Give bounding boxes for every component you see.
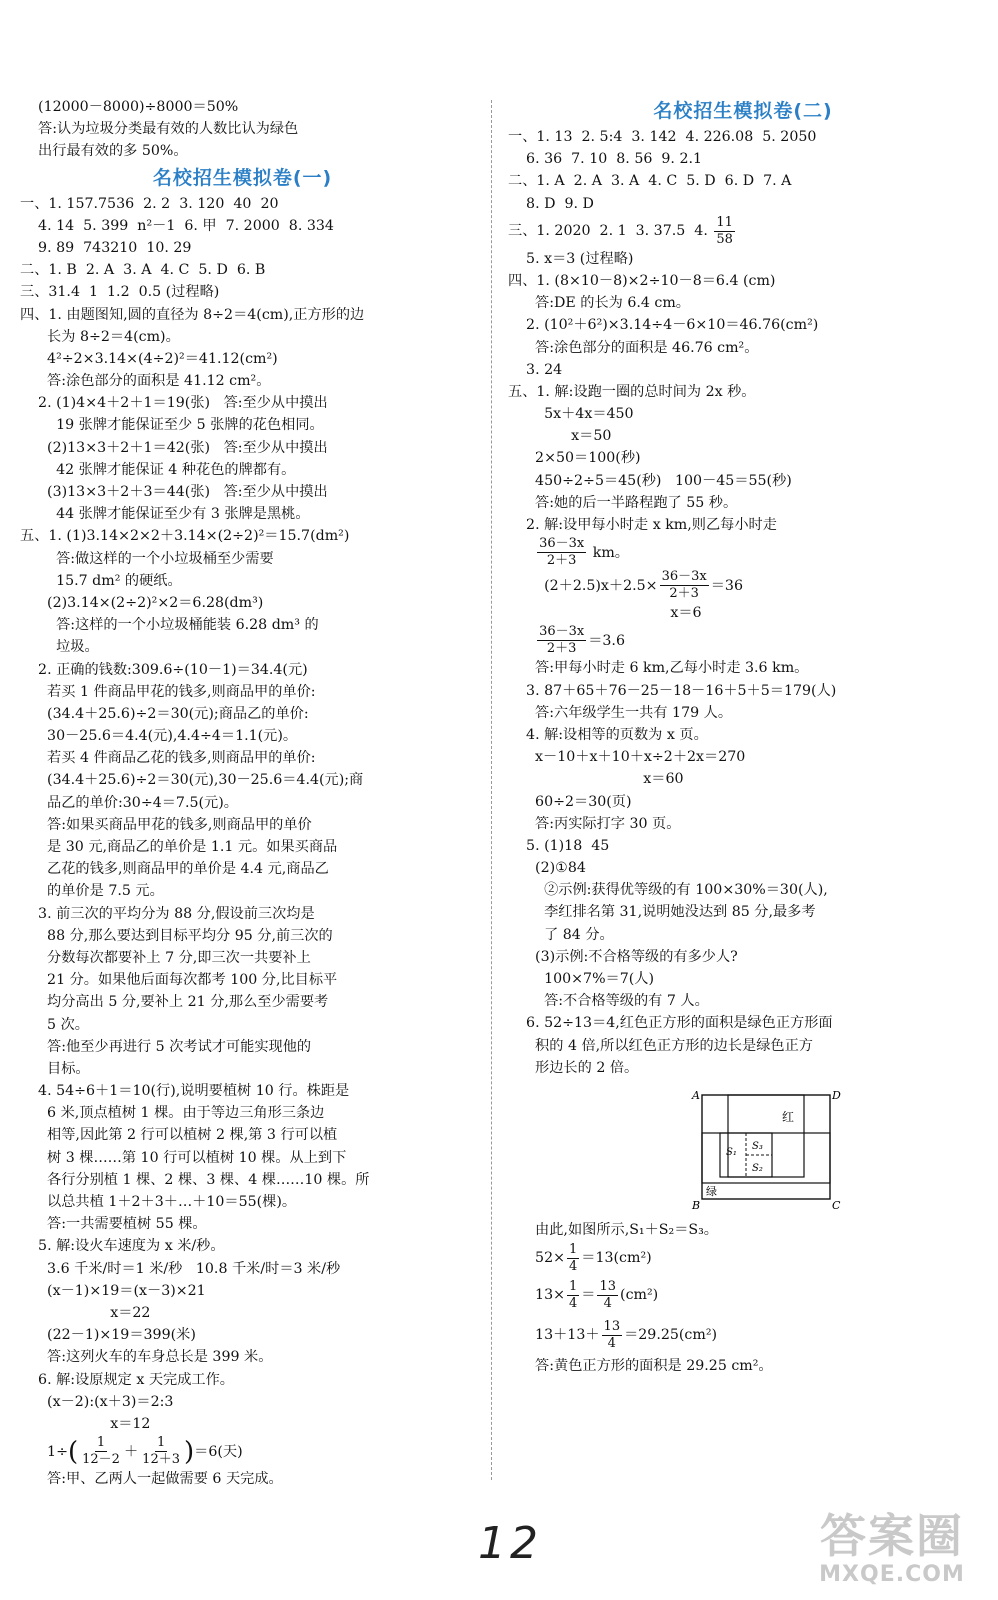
answer-line: 6. 52÷13＝4,红色正方形的面积是绿色正方形面	[508, 1015, 833, 1032]
answer-line: x＝50	[508, 428, 612, 445]
answer-line: 4. 解:设相等的页数为 x 页。	[508, 726, 708, 743]
answer-line: 答:丙实际打字 30 页。	[508, 815, 681, 832]
equation-line: (2＋2.5)x＋2.5× $\frac{36-3x}{2+3}$ ＝36	[508, 569, 743, 602]
answer-line: 100×7%＝7(人)	[508, 971, 655, 987]
page-number: 12	[478, 1518, 542, 1569]
answer-line: 四、1. 由题图知,圆的直径为 8÷2＝4(cm),正方形的边	[20, 306, 365, 323]
right-column	[508, 96, 978, 1377]
label-s1: S₁	[726, 1146, 737, 1158]
answer-line: 答:认为垃圾分类最有效的人数比认为绿色	[20, 121, 299, 138]
answer-line: 三、31.4 1 1.2 0.5 (过程略)	[20, 284, 220, 301]
answer-line: (12000－8000)÷8000＝50%	[20, 99, 239, 115]
answer-line: 答:她的后一半路程跑了 55 秒。	[508, 494, 738, 511]
answer-line: 答:这列火车的车身总长是 399 米。	[20, 1349, 273, 1366]
answer-line: x－10＋x＋10＋x÷2＋2x＝270	[508, 749, 746, 766]
answer-line: 3. 87＋65＋76－25－18－16＋5＋5＝179(人)	[508, 682, 837, 699]
answer-line: 五、1. 解:设跑一圈的总时间为 2x 秒。	[508, 383, 756, 400]
answer-line: 分数每次都要补上 7 分,即三次一共要补上	[20, 949, 311, 966]
answer-line: 8. D 9. D	[508, 195, 594, 212]
label-green: 绿	[706, 1184, 717, 1198]
answer-line: ②示例:获得优等级的有 100×30%＝30(人),	[508, 882, 828, 899]
answer-line: x＝60	[508, 771, 684, 788]
answer-line: 答:他至少再进行 5 次考试才可能实现他的	[20, 1038, 312, 1055]
answer-line: 二、1. A 2. A 3. A 4. C 5. D 6. D 7. A	[508, 173, 792, 190]
answer-line: 2. (1)4×4＋2＋1＝19(张) 答:至少从中摸出	[20, 395, 328, 412]
answer-line: 5. x＝3 (过程略)	[508, 250, 634, 267]
answer-line: (x－2):(x＋3)＝2:3	[20, 1393, 174, 1410]
label-s2: S₂	[752, 1162, 763, 1174]
answer-line: 3.6 千米/时＝1 米/秒 10.8 千米/时＝3 米/秒	[20, 1260, 341, 1277]
equation-line: 13× $\frac{1}{4}$ ＝ $\frac{13}{4}$ (cm²)	[508, 1278, 659, 1311]
answer-line: 答:不合格等级的有 7 人。	[508, 993, 709, 1010]
answer-line: (3)13×3＋2＋3＝44(张) 答:至少从中摸出	[20, 484, 328, 500]
mock-exam-1-title: 名校招生模拟卷(一)	[152, 166, 333, 189]
answer-line: 19 张牌才能保证至少 5 张牌的花色相同。	[20, 417, 324, 434]
answer-line: 2. (10²＋6²)×3.14÷4－6×10＝46.76(cm²)	[508, 317, 819, 334]
square-diagram	[690, 1085, 850, 1213]
answer-line: 450÷2÷5＝45(秒) 100－45＝55(秒)	[508, 472, 792, 489]
answer-line: 5. 解:设火车速度为 x 米/秒。	[20, 1238, 225, 1255]
equation-line: $\frac{36-3x}{2+3}$ ＝3.6	[539, 624, 625, 657]
fraction: $\frac{1}{4}$	[569, 1241, 578, 1274]
right-answer-lines-3	[508, 657, 978, 1079]
answer-line: 2×50＝100(秒)	[508, 450, 641, 467]
answer-line: 各行分别植 1 棵、2 棵、3 棵、4 棵……10 棵。所	[20, 1171, 370, 1188]
answer-line: 答:如果买商品甲花的钱多,则商品甲的单价	[20, 816, 312, 833]
answer-line: 5x＋4x＝450	[508, 406, 634, 423]
answer-line: 均分高出 5 分,要补上 21 分,那么至少需要考	[20, 994, 329, 1011]
answer-line: 的单价是 7.5 元。	[20, 883, 164, 900]
answer-line: 42 张牌才能保证 4 种花色的牌都有。	[20, 461, 296, 478]
answer-line: (2)13×3＋2＋1＝42(张) 答:至少从中摸出	[20, 439, 328, 456]
answer-line: 形边长的 2 倍。	[508, 1059, 639, 1076]
answer-line: 出行最有效的多 50%。	[20, 143, 188, 160]
right-answer-lines	[508, 126, 978, 215]
fraction: $\frac{1}{12+3}$	[142, 1435, 180, 1468]
answer-line: 4. 14 5. 399 n²－1 6. 甲 7. 2000 8. 334	[20, 217, 334, 234]
answer-line: (34.4＋25.6)÷2＝30(元),30－25.6＝4.4(元);商	[20, 772, 364, 789]
fraction: $\frac{1}{12-2}$	[82, 1435, 120, 1468]
answer-line: 15.7 dm² 的硬纸。	[20, 572, 182, 589]
answer-line: 30－25.6＝4.4(元),4.4÷4＝1.1(元)。	[20, 728, 298, 745]
label-d: D	[832, 1088, 841, 1102]
answer-line: (2)①84	[508, 860, 586, 877]
answer-line: 答:这样的一个小垃圾桶能装 6.28 dm³ 的	[20, 617, 319, 634]
answer-line: 5 次。	[20, 1016, 89, 1033]
answer-line: (22－1)×19＝399(米)	[20, 1327, 196, 1344]
conclusion-line: 由此,如图所示,S₁＋S₂＝S₃。	[508, 1221, 718, 1238]
answer-line: 88 分,那么要达到目标平均分 95 分,前三次的	[20, 927, 333, 944]
answer-line: (34.4＋25.6)÷2＝30(元);商品乙的单价:	[20, 705, 309, 722]
answer-line: 垃圾。	[20, 639, 99, 656]
column-divider	[491, 100, 492, 1480]
answer-line: x＝12	[20, 1415, 151, 1432]
answer-line: 答:一共需要植树 55 棵。	[20, 1216, 207, 1233]
red-square	[728, 1095, 804, 1177]
answer-line: 答:涂色部分的面积是 41.12 cm²。	[20, 373, 271, 390]
fraction: $\frac{36-3x}{2+3}$	[539, 624, 585, 657]
fraction: $\frac{13}{4}$	[599, 1278, 617, 1311]
answer-line: 答:做这样的一个小垃圾桶至少需要	[20, 550, 274, 567]
right-answer-lines-2	[508, 248, 978, 536]
answer-line: 品乙的单价:30÷4＝7.5(元)。	[20, 794, 238, 811]
label-s3: S₃	[752, 1140, 763, 1152]
green-band	[702, 1133, 830, 1183]
fraction: $\frac{13}{4}$	[603, 1318, 621, 1351]
answer-line: 一、1. 157.7536 2. 2 3. 120 40 20	[20, 195, 279, 212]
left-answer-lines	[20, 193, 465, 1436]
answer-line: 答:甲、乙两人一起做需要 6 天完成。	[20, 1471, 283, 1488]
answer-line: 相等,因此第 2 行可以植树 2 棵,第 3 行可以植	[20, 1127, 338, 1144]
label-c: C	[832, 1198, 841, 1212]
equation-line: 13＋13＋ $\frac{13}{4}$ ＝29.25(cm²)	[508, 1318, 718, 1351]
answer-line: 是 30 元,商品乙的单价是 1.1 元。如果买商品	[20, 839, 338, 855]
answer-line: 21 分。如果他后面每次都考 100 分,比目标平	[20, 972, 338, 989]
answer-line: 长为 8÷2＝4(cm)。	[20, 328, 180, 345]
equation-line: $\frac{36-3x}{2+3}$ km。	[539, 536, 629, 569]
answer-line: 一、1. 13 2. 5:4 3. 142 4. 226.08 5. 2050	[508, 129, 817, 145]
answer-line: 若买 4 件商品乙花的钱多,则商品甲的单价:	[20, 750, 316, 767]
answer-line: (x－1)×19＝(x－3)×21	[20, 1282, 206, 1299]
equation-line: 52× $\frac{1}{4}$ ＝13(cm²)	[508, 1241, 652, 1274]
answer-line: 6 米,顶点植树 1 棵。由于等边三角形三条边	[20, 1105, 325, 1122]
answer-line: 5. (1)18 45	[508, 837, 610, 854]
answer-line: 4²÷2×3.14×(4÷2)²＝41.12(cm²)	[20, 350, 278, 367]
mock-exam-2-title: 名校招生模拟卷(二)	[653, 100, 833, 122]
answer-line: 9. 89 743210 10. 29	[20, 239, 192, 256]
answer-line: 目标。	[20, 1060, 90, 1077]
label-b: B	[692, 1198, 701, 1212]
answer-line: 3. 前三次的平均分为 88 分,假设前三次均是	[20, 905, 315, 922]
answer-line: 积的 4 倍,所以红色正方形的边长是绿色正方	[508, 1037, 813, 1054]
label-red: 红	[782, 1109, 795, 1124]
left-intro-lines	[20, 96, 465, 163]
answer-line-fraction: 三、1. 2020 2. 1 3. 37.5 4. $\frac{11}{58}$	[508, 214, 733, 247]
answer-line: 2. 解:设甲每小时走 x km,则乙每小时走	[508, 517, 777, 533]
answer-line: 了 84 分。	[508, 926, 614, 943]
answer-line: (3)示例:不合格等级的有多少人?	[508, 948, 738, 965]
fraction: $\frac{36-3x}{2+3}$	[661, 569, 707, 602]
answer-line: 以总共植 1＋2＋3＋…＋10＝55(棵)。	[20, 1194, 297, 1210]
answer-line: 答:六年级学生一共有 179 人。	[508, 704, 733, 721]
answer-line: 树 3 棵……第 10 行可以植树 10 棵。从上到下	[20, 1149, 347, 1166]
answer-line: 乙花的钱多,则商品甲的单价是 4.4 元,商品乙	[20, 861, 329, 878]
answer-line: 二、1. B 2. A 3. A 4. C 5. D 6. B	[20, 262, 266, 279]
answer-line: (2)3.14×(2÷2)²×2＝6.28(dm³)	[20, 594, 264, 611]
answer-line: 若买 1 件商品甲花的钱多,则商品甲的单价:	[20, 683, 316, 700]
answer-line: 四、1. (8×10－8)×2÷10－8＝6.4 (cm)	[508, 272, 776, 289]
answer-line: 6. 36 7. 10 8. 56 9. 2.1	[508, 151, 703, 168]
answer-line: 五、1. (1)3.14×2×2＋3.14×(2÷2)²＝15.7(dm²)	[20, 528, 350, 545]
watermark-logo: 答案圈 MXQE.COM	[819, 1509, 965, 1587]
answer-line: 答:DE 的长为 6.4 cm。	[508, 295, 690, 312]
equation-line: 1÷ ( $\frac{1}{12-2}$ ＋ $\frac{1}{12+3}$ ) ＝6(天)	[20, 1435, 243, 1468]
answer-line: 答:甲每小时走 6 km,乙每小时走 3.6 km。	[508, 660, 809, 677]
answer-line: x＝22	[20, 1304, 151, 1321]
left-column	[20, 96, 465, 1490]
answer-line: 44 张牌才能保证至少有 3 张牌是黑桃。	[20, 506, 310, 523]
answer-line: 答:黄色正方形的面积是 29.25 cm²。	[508, 1358, 773, 1375]
fraction: $\frac{1}{4}$	[569, 1278, 578, 1311]
answer-line: 4. 54÷6＋1＝10(行),说明要植树 10 行。株距是	[20, 1083, 350, 1100]
answer-line: 60÷2＝30(页)	[508, 793, 632, 810]
answer-line: 6. 解:设原规定 x 天完成工作。	[20, 1371, 234, 1388]
label-a: A	[692, 1088, 700, 1102]
answer-line: 答:涂色部分的面积是 46.76 cm²。	[508, 339, 759, 356]
fraction: $\frac{11}{58}$	[716, 214, 733, 247]
answer-line: 3. 24	[508, 361, 563, 378]
answer-line: 2. 正确的钱数:309.6÷(10－1)＝34.4(元)	[20, 661, 308, 678]
answer-line: 李红排名第 31,说明她没达到 85 分,最多考	[508, 904, 816, 921]
equation-line: x＝6	[508, 605, 702, 622]
fraction: $\frac{36-3x}{2+3}$	[539, 536, 585, 569]
